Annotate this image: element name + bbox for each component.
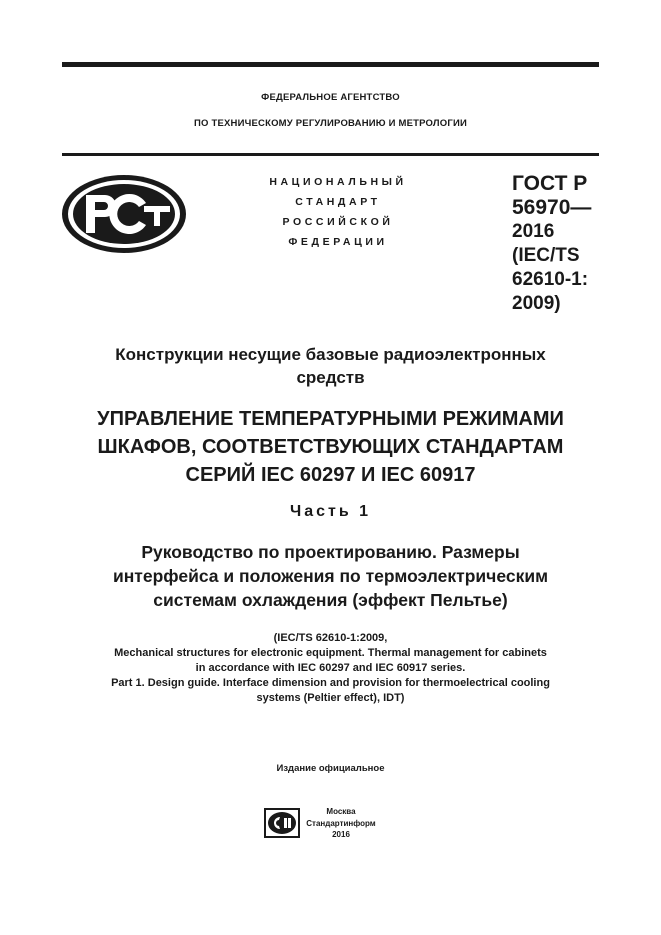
publisher-name: Стандартинформ <box>306 818 376 828</box>
part-label: Часть 1 <box>289 503 372 520</box>
english-title-line: in accordance with IEC 60297 and IEC 60917 series. <box>195 662 466 674</box>
english-title-line: systems (Peltier effect), IDT) <box>256 692 405 704</box>
part-title <box>40 540 621 612</box>
part-title-line: интерфейса и положения по термоэлектрическим <box>112 566 549 586</box>
top-rule <box>62 62 599 67</box>
standard-number-line: ГОСТ Р <box>512 172 588 195</box>
standard-number-line: (IEC/TS <box>512 245 580 266</box>
english-title-line: Part 1. Design guide. Interface dimension and provision for thermoelectrical cooling <box>111 677 550 689</box>
standard-number-block <box>512 172 612 316</box>
middle-rule <box>62 153 599 156</box>
national-line: СТАНДАРТ <box>295 196 381 208</box>
main-title <box>40 405 621 489</box>
main-title-line: СЕРИЙ IEC 60297 И IEC 60917 <box>185 464 476 486</box>
general-title-line: средств <box>296 368 365 387</box>
main-title-line: ШКАФОВ, СООТВЕТСТВУЮЩИХ СТАНДАРТАМ <box>97 436 564 458</box>
standard-number-line: 62610-1: <box>512 269 589 290</box>
standard-number-line: 2009) <box>512 293 561 314</box>
agency-name-line1: ФЕДЕРАЛЬНОЕ АГЕНТСТВО <box>261 92 400 103</box>
english-title-line: (IEC/TS 62610-1:2009, <box>273 632 388 644</box>
english-title-line: Mechanical structures for electronic equipment. Thermal management for cabinets <box>114 647 547 659</box>
part-title-line: Руководство по проектированию. Размеры <box>141 542 520 562</box>
edition-label: Издание официальное <box>276 763 385 774</box>
agency-name-line2: ПО ТЕХНИЧЕСКОМУ РЕГУЛИРОВАНИЮ И МЕТРОЛОГИИ <box>194 118 467 129</box>
english-title <box>40 631 621 706</box>
publisher-year: 2016 <box>332 830 350 839</box>
national-line: НАЦИОНАЛЬНЫЙ <box>269 176 407 188</box>
standard-number-line: 2016 <box>512 221 555 242</box>
rst-logo-icon <box>60 173 190 255</box>
part-title-line: системам охлаждения (эффект Пельтье) <box>153 590 508 610</box>
national-line: ФЕДЕРАЦИИ <box>288 236 388 248</box>
general-title <box>40 343 621 389</box>
main-title-line: УПРАВЛЕНИЕ ТЕМПЕРАТУРНЫМИ РЕЖИМАМИ <box>97 408 564 430</box>
national-line: РОССИЙСКОЙ <box>282 216 394 228</box>
publisher-block <box>306 806 376 841</box>
standartinform-logo-icon <box>264 808 300 838</box>
standard-number-line: 56970— <box>512 196 592 219</box>
general-title-line: Конструкции несущие базовые радиоэлектронных <box>115 345 546 364</box>
national-standard-block <box>238 172 438 252</box>
publisher-city: Москва <box>326 807 356 816</box>
